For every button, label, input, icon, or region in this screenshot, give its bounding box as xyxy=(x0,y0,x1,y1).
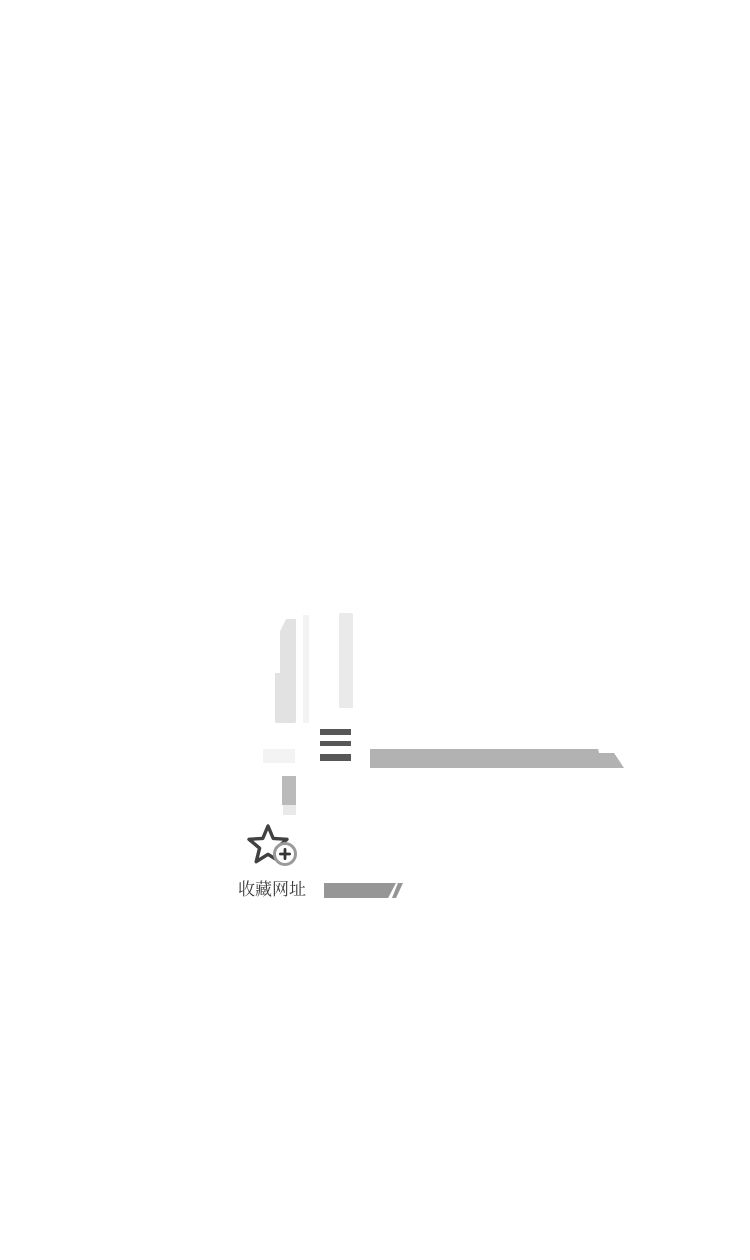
ghost-strip-right xyxy=(339,613,353,708)
menu-icon-bar xyxy=(320,754,351,761)
ghost-strip-left-upper xyxy=(280,619,296,675)
menu-icon[interactable] xyxy=(320,729,351,761)
ghost-block xyxy=(282,776,296,805)
skeleton-bar-body xyxy=(324,883,396,898)
ghost-band xyxy=(263,749,295,763)
bookmark-button[interactable] xyxy=(232,820,312,904)
ghost-strip-middle xyxy=(303,615,309,723)
loading-bar xyxy=(370,749,624,768)
ghost-strip-left-lower xyxy=(275,673,296,723)
bookmark-label: 收藏网址 xyxy=(238,880,306,899)
star-plus-icon xyxy=(245,824,299,876)
ghost-block-tail xyxy=(283,805,296,815)
menu-icon-bar xyxy=(320,741,351,746)
menu-icon-bar xyxy=(320,729,351,735)
